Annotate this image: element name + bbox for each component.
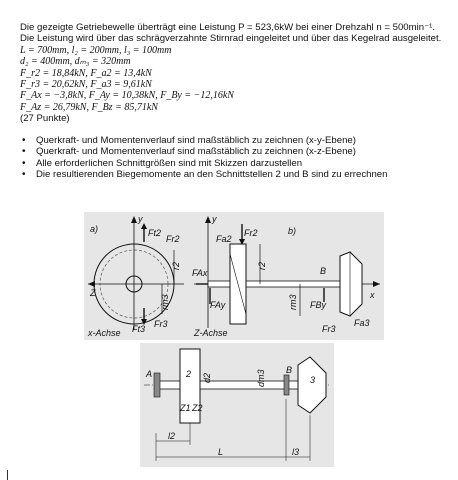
- bearing-a: [154, 373, 160, 397]
- fr2-label-a: Fr2: [166, 234, 180, 244]
- fr2-label-b: Fr2: [244, 228, 258, 238]
- r2-label-b: r2: [257, 261, 267, 270]
- given-bearing-forces-2: F_Az = 26,79kN, F_Bz = 85,71kN: [20, 101, 158, 113]
- x-axis-caption: x-Achse: [88, 328, 121, 338]
- label-l3: l3: [292, 447, 300, 457]
- intro-line-2: Die Leistung wird über das schrägverzahnte Stirnrad eingeleitet und über das Kegelrad ausgeleitet.: [20, 33, 442, 45]
- label-l2: l2: [168, 431, 176, 441]
- task-list: [20, 135, 450, 181]
- given-forces-gear3: F_r3 = 20,62kN, F_a3 = 9,61kN: [20, 79, 152, 91]
- intro-line-1: Die gezeigte Getriebewelle überträgt eine Leistung P = 523,6kW bei einer Drehzahl n = 500min⁻¹.: [20, 22, 435, 33]
- x-axis-arrow: [373, 281, 380, 287]
- bevel-gear: [298, 357, 326, 413]
- points: (27 Punkte): [20, 113, 70, 125]
- shaft: [208, 281, 344, 287]
- force-diagram-figure: [84, 212, 384, 340]
- rm3-label-b: rm3: [288, 294, 298, 310]
- shaft-drawing: [140, 343, 334, 467]
- label-dm3: dm3: [256, 369, 266, 387]
- label-3: 3: [310, 375, 316, 385]
- label-a: a): [90, 224, 99, 234]
- label-b: b): [288, 226, 297, 236]
- fr3-label-b: Fr3: [322, 324, 336, 334]
- given-dimensions: L = 700mm, l₂ = 200mm, l₃ = 100mm: [20, 44, 172, 56]
- y-label-b: y: [212, 214, 217, 224]
- shaft: [156, 381, 298, 389]
- fay-label: FAy: [210, 300, 226, 310]
- given-diameters: d₂ = 400mm, dₘ₃ = 320mm: [20, 56, 131, 68]
- z-axis-caption: Z-Achse: [194, 328, 228, 338]
- ft2-label: Ft2: [148, 228, 162, 238]
- y-label-a: y: [138, 214, 143, 224]
- ft3-label: Ft3: [132, 324, 146, 334]
- given-bearing-forces-1: F_Ax = −3,8kN, F_Ay = 10,38kN, F_By = −12,16kN: [20, 90, 234, 102]
- fa2-label: Fa2: [216, 234, 232, 244]
- bearing-b: [284, 375, 289, 395]
- label-d2: d2: [202, 372, 212, 383]
- z-label: Z: [90, 288, 96, 298]
- y-axis-arrow-a: [131, 216, 137, 223]
- fby-label: FBy: [310, 300, 327, 310]
- force-diagram: [84, 212, 384, 340]
- task-item: • Alle erforderlichen Schnittgrößen sind mit Skizzen darzustellen: [20, 158, 450, 170]
- bevel-gear: [340, 252, 362, 316]
- label-2: 2: [186, 369, 192, 379]
- label-L: L: [218, 447, 224, 457]
- task-item: • Querkraft- und Momentenverlauf sind maßstäblich zu zeichnen (x-z-Ebene): [20, 146, 450, 158]
- task-item: • Die resultierenden Biegemomente an den Schnittstellen 2 und B sind zu errechnen: [20, 169, 450, 181]
- shaft-drawing-figure: [140, 343, 334, 467]
- r2-label: r2: [171, 261, 181, 270]
- given-forces-gear2: F_r2 = 18,84kN, F_a2 = 13,4kN: [20, 67, 152, 79]
- rm3-label: rm3: [160, 294, 170, 310]
- fr3-label-a: Fr3: [154, 319, 168, 329]
- task-item: • Querkraft- und Momentenverlauf sind maßstäblich zu zeichnen (x-y-Ebene): [20, 135, 450, 147]
- label-b: B: [286, 365, 293, 375]
- fa3-label: Fa3: [354, 318, 370, 328]
- x-label: x: [370, 290, 375, 300]
- z-axis-arrow: [88, 281, 95, 287]
- y-axis-arrow-b: [205, 216, 211, 223]
- point-b-label: B: [320, 266, 327, 276]
- fax-label: FAx: [192, 268, 208, 278]
- text-cursor: [7, 470, 8, 480]
- task-text: [20, 22, 450, 181]
- label-z1: Z1: [180, 403, 191, 413]
- label-a: A: [146, 369, 153, 379]
- label-z2: Z2: [192, 403, 203, 413]
